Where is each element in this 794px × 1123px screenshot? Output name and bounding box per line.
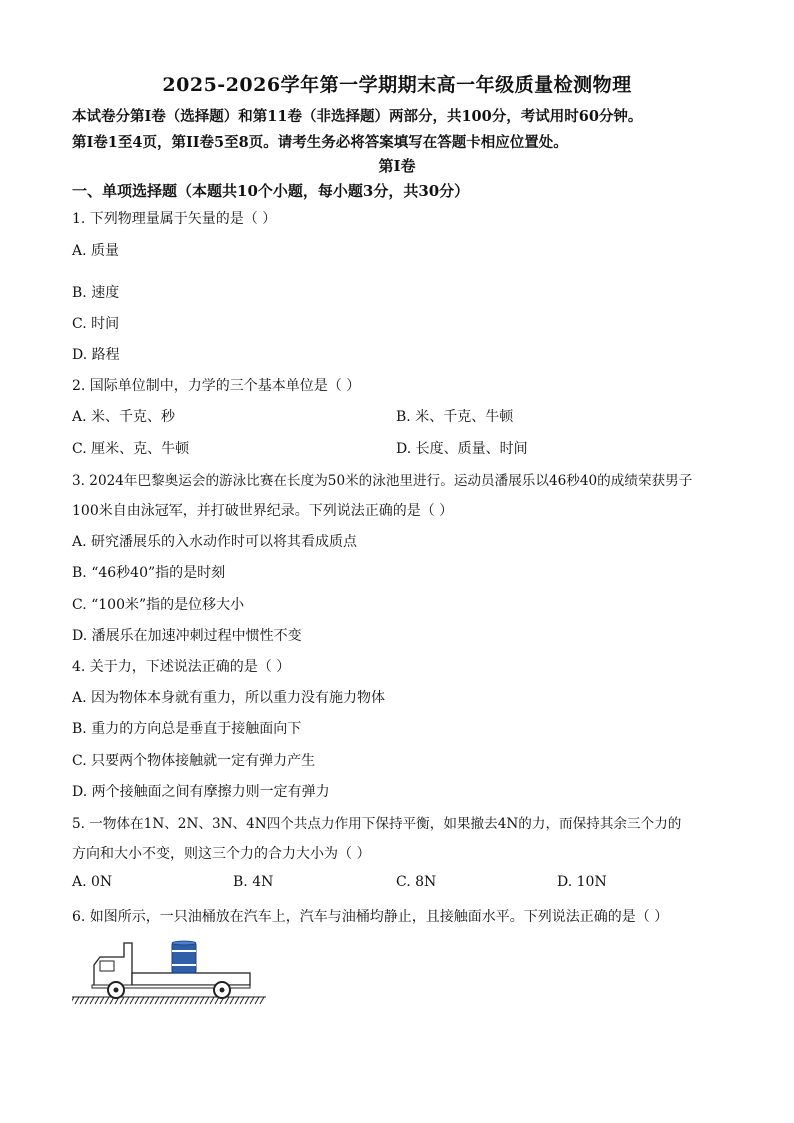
section-title: 一、单项选择题（本题共10个小题，每小题3分，共30分） xyxy=(72,182,470,200)
question-1-stem: 1. 下列物理量属于矢量的是（ ） xyxy=(72,211,277,227)
question-2-option-d: D. 长度、质量、时间 xyxy=(396,441,528,457)
truck-rear-wheel xyxy=(214,982,230,998)
question-2-option-b: B. 米、千克、牛顿 xyxy=(396,409,514,425)
question-3-option-d: D. 潘展乐在加速冲刺过程中惯性不变 xyxy=(72,628,302,644)
ground-hatch-mark xyxy=(235,997,239,1004)
question-5-option-c: C. 8N xyxy=(396,874,437,890)
question-3-stem-line-2: 100米自由泳冠军，并打破世界纪录。下列说法正确的是（ ） xyxy=(72,503,454,519)
question-2-option-a: A. 米、千克、秒 xyxy=(72,409,176,425)
ground-hatch-mark xyxy=(165,997,169,1004)
ground-hatch-mark xyxy=(260,997,264,1004)
ground-hatch-mark xyxy=(210,997,214,1004)
exam-title: 2025-2026学年第一学期期末高一年级质量检测物理 xyxy=(162,74,632,96)
question-4-option-d: D. 两个接触面之间有摩擦力则一定有弹力 xyxy=(72,784,330,800)
ground-hatch-mark xyxy=(155,997,159,1004)
ground-hatch-mark xyxy=(245,997,249,1004)
question-3-option-b: B. “46秒40”指的是时刻 xyxy=(72,565,226,581)
ground-hatch-mark xyxy=(72,997,74,1004)
question-3-option-c: C. “100米”指的是位移大小 xyxy=(72,597,245,613)
ground-hatch-mark xyxy=(120,997,124,1004)
question-2-option-c: C. 厘米、克、牛顿 xyxy=(72,441,190,457)
truck-window xyxy=(100,961,114,971)
part-title: 第Ⅰ卷 xyxy=(378,157,416,175)
question-5-option-b: B. 4N xyxy=(233,874,274,890)
ground-hatch-mark xyxy=(240,997,244,1004)
question-6-stem: 6. 如图所示，一只油桶放在汽车上，汽车与油桶均静止，且接触面水平。下列说法正确的是（ ） xyxy=(72,909,669,925)
ground-hatch-mark xyxy=(145,997,149,1004)
ground-hatch-mark xyxy=(95,997,99,1004)
ground-hatch-mark xyxy=(230,997,234,1004)
exam-intro-line-2: 第Ⅰ卷1至4页，第II卷5至8页。请考生务必将答案填写在答题卡相应位置处。 xyxy=(72,134,568,151)
question-5-option-a: A. 0N xyxy=(72,874,113,890)
truck-bed xyxy=(132,973,250,985)
truck-front-wheel xyxy=(108,982,124,998)
question-5-option-d: D. 10N xyxy=(557,874,607,890)
question-1-option-d: D. 路程 xyxy=(72,347,120,363)
ground-hatch-mark xyxy=(200,997,204,1004)
question-3-stem-line-1: 3. 2024年巴黎奥运会的游泳比赛在长度为50米的泳池里进行。运动员潘展乐以46秒40的成绩荣获男子 xyxy=(72,473,693,489)
question-1-option-a: A. 质量 xyxy=(72,243,120,259)
ground-hatch-mark xyxy=(100,997,104,1004)
ground-hatch-mark xyxy=(255,997,259,1004)
ground-hatch-mark xyxy=(85,997,89,1004)
ground-hatch-mark xyxy=(205,997,209,1004)
question-4-option-c: C. 只要两个物体接触就一定有弹力产生 xyxy=(72,753,316,769)
oil-barrel xyxy=(172,941,196,973)
ground-hatch-mark xyxy=(170,997,174,1004)
truck-with-oil-barrel-figure xyxy=(72,935,268,1007)
ground-hatch-mark xyxy=(185,997,189,1004)
ground-hatch xyxy=(72,997,266,1004)
question-5-stem-line-1: 5. 一物体在1N、2N、3N、4N四个共点力作用下保持平衡，如果撤去4N的力，而保持其余三个力的 xyxy=(72,816,682,832)
ground-hatch-mark xyxy=(160,997,164,1004)
ground-hatch-mark xyxy=(75,997,79,1004)
question-1-option-c: C. 时间 xyxy=(72,316,120,332)
question-4-option-b: B. 重力的方向总是垂直于接触面向下 xyxy=(72,721,302,737)
exam-intro-line-1: 本试卷分第Ⅰ卷（选择题）和第11卷（非选择题）两部分，共100分，考试用时60分钟。 xyxy=(72,108,643,125)
ground-hatch-mark xyxy=(105,997,109,1004)
ground-hatch-mark xyxy=(135,997,139,1004)
ground-hatch-mark xyxy=(140,997,144,1004)
ground-hatch-mark xyxy=(190,997,194,1004)
ground-hatch-mark xyxy=(175,997,179,1004)
ground-hatch-mark xyxy=(150,997,154,1004)
ground-hatch-mark xyxy=(125,997,129,1004)
question-2-stem: 2. 国际单位制中，力学的三个基本单位是（ ） xyxy=(72,378,361,394)
question-4-stem: 4. 关于力，下述说法正确的是（ ） xyxy=(72,659,291,675)
ground-hatch-mark xyxy=(180,997,184,1004)
ground-hatch-mark xyxy=(250,997,254,1004)
question-4-option-a: A. 因为物体本身就有重力，所以重力没有施力物体 xyxy=(72,690,386,706)
ground-hatch-mark xyxy=(90,997,94,1004)
ground-hatch-mark xyxy=(195,997,199,1004)
question-1-option-b: B. 速度 xyxy=(72,285,120,301)
question-5-stem-line-2: 方向和大小不变，则这三个力的合力大小为（ ） xyxy=(72,846,371,862)
ground-hatch-mark xyxy=(80,997,84,1004)
question-3-option-a: A. 研究潘展乐的入水动作时可以将其看成质点 xyxy=(72,534,358,550)
ground-hatch-mark xyxy=(130,997,134,1004)
